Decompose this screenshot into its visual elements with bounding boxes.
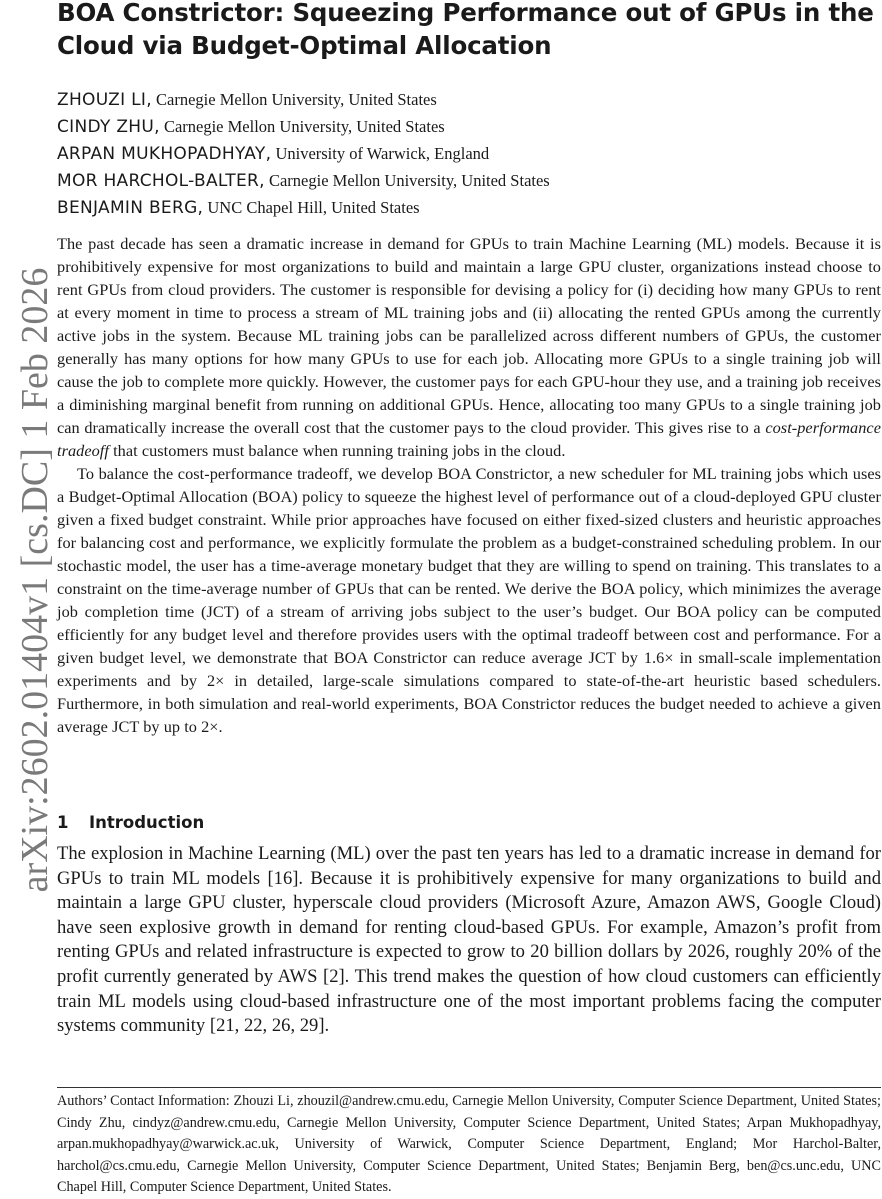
author-contact-footnote: Authors’ Contact Information: Zhouzi Li, zhouzil@andrew.cmu.edu, Carnegie Mellon University, Computer Science Department, United States; Cindy Zhu, cindyz@andrew.cmu.edu, Carnegie Mellon University, Computer Science Department, United States; Arpan Mukhopadhyay, arpan.mukhopadhyay@warwick.ac.uk, University of Warwick, Computer Science Department, England; Mor Harchol-Balter, harchol@cs.cmu.edu, Carnegie Mellon University, Computer Science Department, United States; Benjamin Berg, ben@cs.unc.edu, UNC Chapel Hill, Computer Science Department, United States. bbox=[57, 1093, 881, 1196]
author-entry bbox=[57, 194, 857, 221]
author-name: CINDY ZHU, bbox=[57, 117, 160, 137]
author-affiliation: UNC Chapel Hill, United States bbox=[203, 198, 420, 217]
paper-title: BOA Constrictor: Squeezing Performance out of GPUs in the Cloud via Budget-Optimal Allocation bbox=[57, 0, 874, 60]
author-name: ARPAN MUKHOPADHYAY, bbox=[57, 144, 272, 164]
author-entry bbox=[57, 167, 857, 194]
author-affiliation: Carnegie Mellon University, United States bbox=[151, 90, 437, 109]
section-title: Introduction bbox=[89, 813, 205, 832]
author-name: MOR HARCHOL-BALTER, bbox=[57, 171, 265, 191]
introduction-body bbox=[57, 842, 881, 1039]
abstract-paragraph-1 bbox=[57, 232, 881, 462]
author-name: ZHOUZI LI, bbox=[57, 90, 152, 110]
author-affiliation: Carnegie Mellon University, United States bbox=[264, 171, 550, 190]
author-name: BENJAMIN BERG, bbox=[57, 198, 204, 218]
author-list bbox=[57, 86, 857, 221]
section-heading bbox=[57, 810, 657, 836]
abstract-text: The past decade has seen a dramatic increase in demand for GPUs to train Machine Learning (ML) models. Because it is prohibitively expensive for most organizations to build and maintain a large GPU cluster, organizations instead choose to rent GPUs from cloud providers. The customer is responsible for devising a policy for (i) deciding how many GPUs to rent at every moment in time to process a stream of ML training jobs and (ii) allocating the rented GPUs among the currently active jobs in the system. Because ML training jobs can be parallelized across different numbers of GPUs, the customer generally has many options for how many GPUs to use for each job. Allocating more GPUs to a single training job will cause the job to complete more quickly. However, the customer pays for each GPU-hour they use, and a training job receives a diminishing marginal benefit from running on additional GPUs. Hence, allocating too many GPUs to a single training job can dramatically increase the overall cost that the customer pays to the cloud provider. This gives rise to a bbox=[57, 234, 881, 437]
abstract bbox=[57, 232, 881, 738]
abstract-paragraph-2: To balance the cost-performance tradeoff, we develop BOA Constrictor, a new scheduler for ML training jobs which uses a Budget-Optimal Allocation (BOA) policy to squeeze the highest level of performance out of a cloud-deployed GPU cluster given a fixed budget constraint. While prior approaches have focused on either fixed-sized clusters and heuristic approaches for balancing cost and performance, we explicitly formulate the problem as a budget-constrained scheduling problem. In our stochastic model, the user has a time-average monetary budget that they are willing to spend on training. This translates to a constraint on the time-average number of GPUs that can be rented. We derive the BOA policy, which minimizes the average job completion time (JCT) of a stream of arriving jobs subject to the user’s budget. Our BOA policy can be computed efficiently for any budget level and therefore provides users with the optimal tradeoff between cost and performance. For a given budget level, we demonstrate that BOA Constrictor can reduce average JCT by 1.6× in small-scale implementation experiments and by 2× in detailed, large-scale simulations compared to state-of-the-art heuristic based schedulers. Furthermore, in both simulation and real-world experiments, BOA Constrictor reduces the budget needed to achieve a given average JCT by up to 2×. bbox=[57, 464, 881, 736]
author-entry bbox=[57, 86, 857, 113]
author-affiliation: University of Warwick, England bbox=[271, 144, 490, 163]
emphasized-term: cost-performance tradeoff bbox=[57, 418, 881, 460]
abstract-text: that customers must balance when running training jobs in the cloud. bbox=[108, 441, 566, 460]
footnote-divider bbox=[57, 1087, 881, 1088]
intro-paragraph: The explosion in Machine Learning (ML) over the past ten years has led to a dramatic increase in demand for GPUs to train ML models [16]. Because it is prohibitively expensive for many organizations to build and maintain a large GPU cluster, hyperscale cloud providers (Microsoft Azure, Amazon AWS, Google Cloud) have seen explosive growth in demand for renting cloud-based GPUs. For example, Amazon’s profit from renting GPUs and related infrastructure is expected to grow to 20 billion dollars by 2026, roughly 20% of the profit currently generated by AWS [2]. This trend makes the question of how cloud customers can efficiently train ML models using cloud-based infrastructure one of the most important problems facing the computer systems community [21, 22, 26, 29]. bbox=[57, 843, 881, 1037]
arxiv-identifier-stamp: arXiv:2602.01404v1 [cs.DC] 1 Feb 2026 bbox=[14, 267, 56, 893]
section-number: 1 bbox=[57, 813, 69, 832]
author-entry bbox=[57, 140, 857, 167]
author-affiliation: Carnegie Mellon University, United States bbox=[159, 117, 445, 136]
author-entry bbox=[57, 113, 857, 140]
